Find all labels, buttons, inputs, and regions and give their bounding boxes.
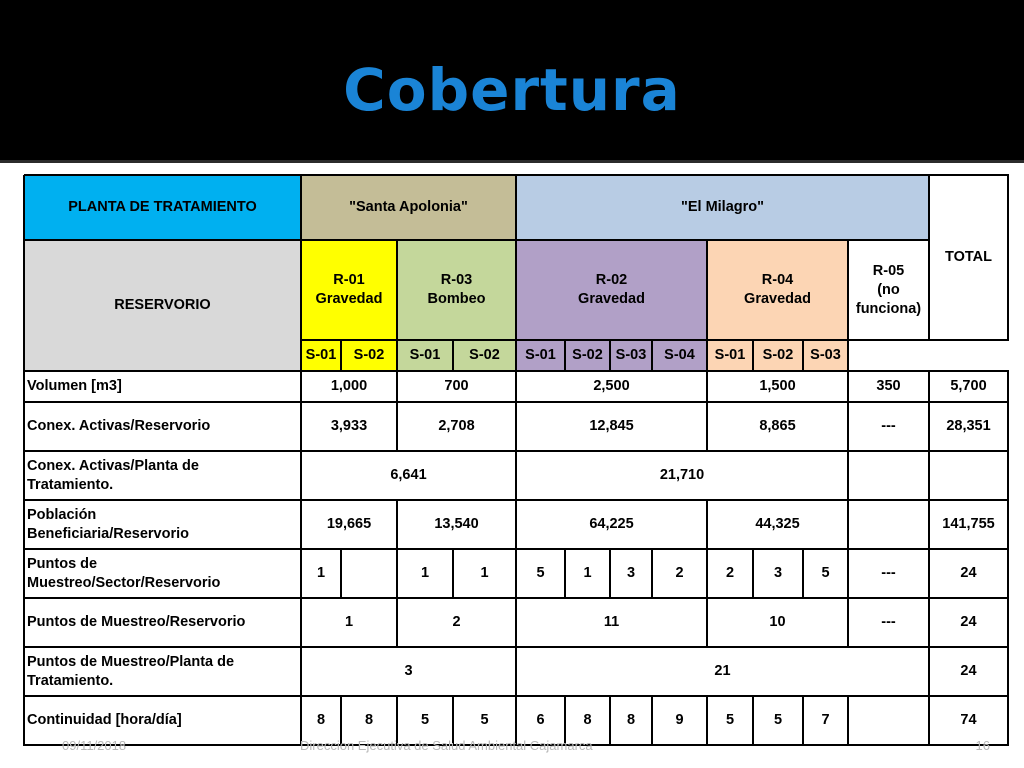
reservoir-r01: R-01 Gravedad — [301, 240, 397, 340]
grid-line — [847, 371, 849, 403]
grid-line — [24, 174, 930, 176]
grid-line — [396, 371, 398, 403]
sector-header: S-02 — [565, 340, 610, 371]
reservoir-r02: R-02 Gravedad — [516, 240, 707, 340]
table-cell: 7 — [821, 712, 830, 728]
table-cell: 28,351 — [946, 418, 991, 434]
planta-header: PLANTA DE TRATAMIENTO — [24, 175, 301, 240]
total-header: TOTAL — [945, 249, 992, 265]
table-cell: 6 — [536, 712, 545, 728]
table-cell: 8 — [626, 712, 636, 728]
sector-header: S-02 — [753, 340, 803, 371]
table-cell: 1,500 — [759, 378, 796, 394]
grid-line — [23, 500, 25, 550]
table-cell: 21 — [714, 663, 731, 679]
grid-line — [928, 549, 930, 599]
grid-line — [300, 647, 302, 697]
grid-line — [928, 451, 930, 501]
table-cell: 2 — [725, 565, 735, 581]
grid-line — [706, 696, 708, 746]
table-cell: 5 — [821, 565, 830, 581]
table-cell: 10 — [769, 614, 786, 630]
grid-line — [515, 549, 517, 599]
grid-line — [847, 500, 849, 550]
table-cell — [848, 500, 929, 549]
grid-line — [396, 240, 398, 372]
grid-line — [515, 647, 517, 697]
table-cell: 8,865 — [759, 418, 796, 434]
grid-line — [340, 549, 342, 599]
sector-header: S-04 — [652, 340, 707, 371]
slide-title: Cobertura — [343, 56, 681, 124]
table-cell: 6,641 — [390, 467, 427, 483]
table-cell: 5 — [480, 712, 489, 728]
grid-line — [24, 239, 302, 241]
grid-line — [300, 598, 302, 648]
table-cell: 9 — [675, 712, 684, 728]
grid-line — [515, 402, 517, 452]
table-cell — [848, 696, 929, 745]
table-cell: 3 — [626, 565, 636, 581]
table-cell: 44,325 — [755, 516, 800, 532]
table-cell: 350 — [876, 378, 901, 394]
grid-line — [928, 402, 930, 452]
grid-line — [23, 549, 25, 599]
grid-line — [1007, 647, 1009, 697]
grid-line — [847, 549, 849, 599]
grid-line — [752, 696, 754, 746]
table-cell: 141,755 — [942, 516, 995, 532]
footer-page-number: 16 — [975, 738, 990, 753]
grid-line — [706, 240, 708, 372]
grid-line — [301, 370, 849, 372]
grid-line — [23, 647, 25, 697]
table-cell: --- — [881, 418, 896, 434]
reservoir-r04: R-04 Gravedad — [707, 240, 848, 340]
grid-line — [300, 175, 302, 372]
grid-line — [802, 340, 804, 372]
table-cell: 3 — [404, 663, 413, 679]
table-cell: 8 — [364, 712, 374, 728]
grid-line — [1007, 371, 1009, 403]
grid-line — [300, 371, 302, 403]
grid-line — [609, 549, 611, 599]
sector-header: S-01 — [397, 340, 453, 371]
table-cell: 700 — [444, 378, 469, 394]
grid-line — [452, 340, 454, 372]
table-cell: 5 — [420, 712, 430, 728]
grid-line — [564, 549, 566, 599]
grid-line — [651, 549, 653, 599]
grid-line — [515, 500, 517, 550]
table-cell: 1 — [344, 614, 354, 630]
table-cell: --- — [881, 565, 896, 581]
table-cell: 1,000 — [330, 378, 368, 394]
row-label: Población Beneficiaria/Reservorio — [27, 506, 189, 542]
grid-line — [802, 549, 804, 599]
grid-line — [706, 549, 708, 599]
row-label: Continuidad [hora/día] — [27, 712, 182, 728]
table-cell — [929, 451, 1008, 500]
table-cell: 1 — [420, 565, 430, 581]
grid-line — [300, 402, 302, 452]
grid-line — [847, 598, 849, 648]
sector-header: S-03 — [610, 340, 652, 371]
reservorio-header: RESERVORIO — [24, 240, 301, 371]
grid-line — [752, 340, 754, 372]
table-cell: 1 — [480, 565, 489, 581]
grid-line — [300, 451, 302, 501]
table-cell: 5 — [773, 712, 783, 728]
grid-line — [1007, 500, 1009, 550]
grid-line — [847, 402, 849, 452]
grid-line — [300, 500, 302, 550]
title-band-divider — [0, 160, 1024, 163]
sector-header: S-02 — [341, 340, 397, 371]
table-cell: 5,700 — [950, 378, 987, 394]
grid-line — [928, 371, 930, 403]
table-cell: 74 — [960, 712, 977, 728]
grid-line — [802, 696, 804, 746]
table-cell — [341, 549, 397, 598]
grid-line — [706, 371, 708, 403]
table-cell: 2 — [452, 614, 461, 630]
row-label: Puntos de Muestreo/Sector/Reservorio — [27, 555, 221, 591]
sector-header: S-01 — [707, 340, 753, 371]
table-cell: 2 — [675, 565, 684, 581]
table-cell: 13,540 — [434, 516, 479, 532]
grid-line — [1007, 696, 1009, 746]
grid-line — [452, 549, 454, 599]
row-label: Puntos de Muestreo/Planta de Tratamiento. — [27, 653, 235, 689]
table-cell: 12,845 — [589, 418, 634, 434]
grid-line — [706, 402, 708, 452]
table-cell: 3 — [773, 565, 783, 581]
grid-line — [564, 340, 566, 372]
grid-line — [928, 500, 930, 550]
table-cell — [848, 451, 929, 500]
grid-line — [1007, 402, 1009, 452]
table-cell: 8 — [316, 712, 326, 728]
table-cell: 19,665 — [326, 516, 372, 532]
grid-line — [515, 598, 517, 648]
grid-line — [847, 696, 849, 746]
grid-line — [23, 402, 25, 452]
grid-line — [515, 451, 517, 501]
grid-line — [23, 451, 25, 501]
table-cell: 5 — [725, 712, 735, 728]
planta-santa-apolonia: "Santa Apolonia" — [301, 175, 516, 240]
footer-organization: Direccion Ejecutiva de Salud Ambiental Cajamarca — [300, 738, 593, 753]
table-cell: 1 — [583, 565, 592, 581]
grid-line — [340, 340, 342, 372]
grid-line — [301, 339, 1009, 341]
planta-el-milagro: "El Milagro" — [516, 175, 929, 240]
grid-line — [23, 371, 25, 403]
grid-line — [396, 598, 398, 648]
grid-line — [752, 549, 754, 599]
footer-date: 09/11/2018 — [62, 738, 127, 753]
grid-line — [847, 340, 849, 372]
table-cell: 8 — [583, 712, 592, 728]
sector-header: S-02 — [453, 340, 516, 371]
grid-line — [515, 175, 517, 372]
grid-line — [515, 371, 517, 403]
grid-line — [396, 549, 398, 599]
grid-line — [847, 451, 849, 501]
table-cell: 2,708 — [438, 418, 475, 434]
grid-line — [1007, 549, 1009, 599]
grid-line — [706, 598, 708, 648]
grid-line — [928, 647, 930, 697]
table-cell: 1 — [316, 565, 326, 581]
sector-header: S-03 — [803, 340, 848, 371]
reservoir-r05: R-05 (no funciona) — [848, 240, 929, 340]
grid-line — [23, 598, 25, 648]
grid-line — [928, 696, 930, 746]
grid-line — [928, 175, 930, 341]
table-cell: 24 — [960, 565, 977, 581]
grid-line — [396, 500, 398, 550]
grid-line — [24, 370, 302, 372]
table-cell: 24 — [960, 614, 977, 630]
grid-line — [1007, 451, 1009, 501]
table-cell: 21,710 — [659, 467, 705, 483]
grid-line — [706, 500, 708, 550]
grid-line — [23, 175, 25, 372]
grid-line — [928, 598, 930, 648]
table-cell: 5 — [536, 565, 545, 581]
grid-line — [23, 696, 25, 746]
sector-header: S-01 — [516, 340, 565, 371]
table-cell: 24 — [960, 663, 977, 679]
row-label: Volumen [m3] — [27, 378, 122, 394]
sector-header: S-01 — [301, 340, 341, 371]
table-cell: --- — [881, 614, 896, 630]
grid-line — [929, 174, 1009, 176]
row-label: Conex. Activas/Reservorio — [27, 418, 211, 434]
grid-line — [1007, 175, 1009, 341]
grid-line — [609, 340, 611, 372]
table-cell: 11 — [603, 614, 620, 630]
table-cell: 3,933 — [330, 418, 368, 434]
grid-line — [1007, 598, 1009, 648]
reservoir-r03: R-03 Bombeo — [397, 240, 516, 340]
table-cell: 2,500 — [593, 378, 630, 394]
grid-line — [396, 402, 398, 452]
row-label: Puntos de Muestreo/Reservorio — [27, 614, 246, 630]
grid-line — [651, 340, 653, 372]
table-cell: 64,225 — [589, 516, 634, 532]
row-label: Conex. Activas/Planta de Tratamiento. — [27, 457, 199, 493]
grid-line — [300, 549, 302, 599]
